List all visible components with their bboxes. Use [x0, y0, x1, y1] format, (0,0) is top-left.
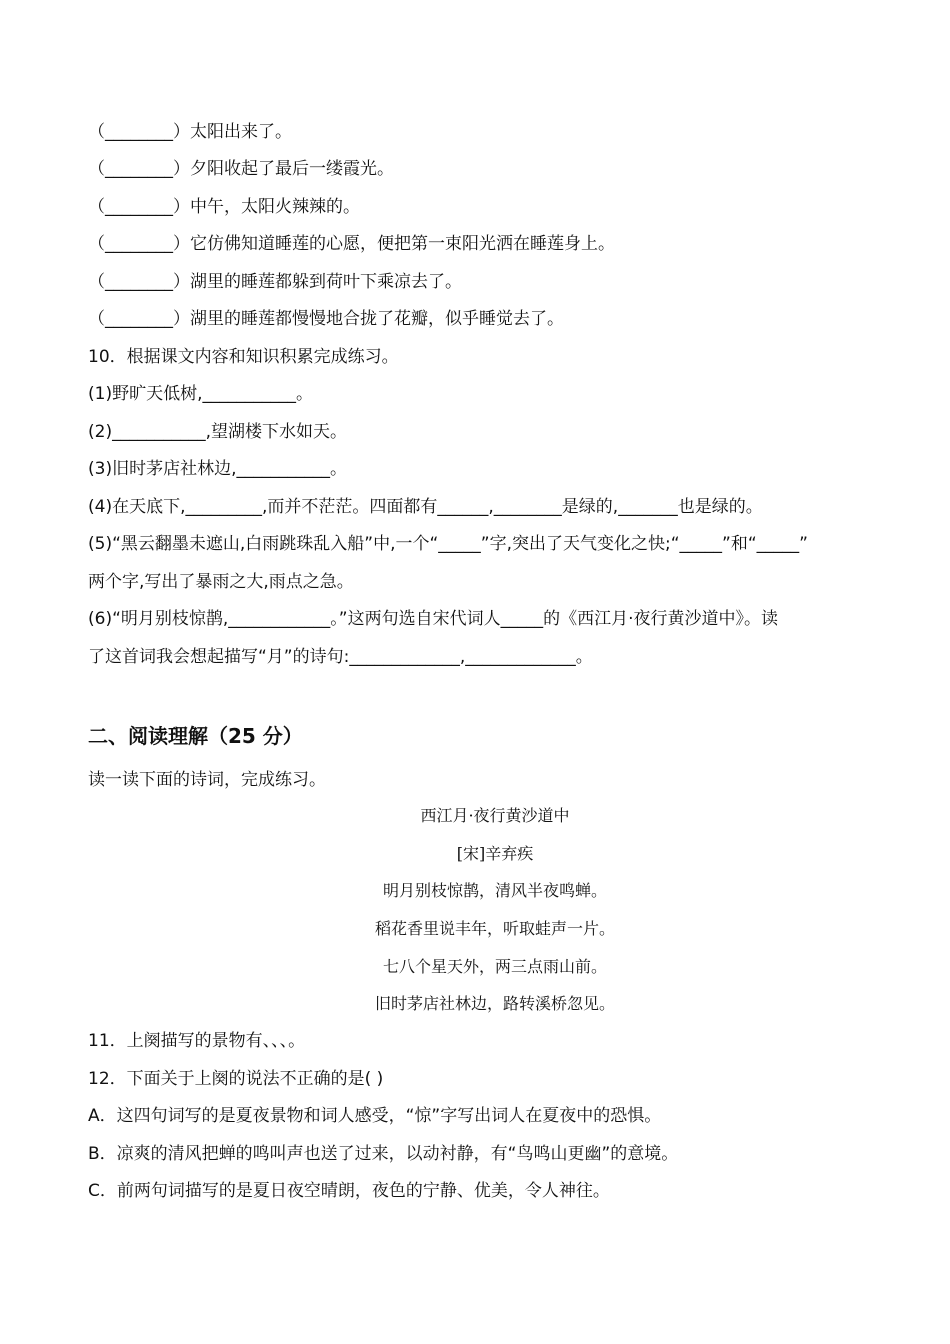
q11-text: 11．上阕描写的景物有、、、。 [88, 1031, 306, 1051]
q9-item: （________）它仿佛知道睡莲的心愿，便把第一束阳光洒在睡莲身上。 [88, 234, 615, 254]
poem-line: 明月别枝惊鹊，清风半夜鸣蝉。 [382, 881, 607, 900]
q9-item: （________）中午，太阳火辣辣的。 [88, 197, 360, 217]
q12-stem: 12．下面关于上阕的说法不正确的是( ) [88, 1069, 384, 1089]
poem-title: 西江月·夜行黄沙道中 [420, 806, 570, 825]
q10-item: (5)“黑云翻墨未遮山,白雨跳珠乱入船”中,一个“_____”字,突出了天气变化之快;“_____”和“_____” [88, 534, 808, 554]
q10-item: (4)在天底下,_________,而并不茫茫。四面都有______,________是绿的,_______也是绿的。 [88, 497, 763, 517]
q12-option-b: B．凉爽的清风把蝉的鸣叫声也送了过来，以动衬静，有“鸟鸣山更幽”的意境。 [88, 1144, 679, 1164]
q9-item: （________）夕阳收起了最后一缕霞光。 [88, 159, 394, 179]
poem-line: 旧时茅店社林边，路转溪桥忽见。 [374, 994, 615, 1013]
poem-author: [宋]辛弃疾 [456, 844, 534, 863]
poem-line: 稻花香里说丰年，听取蛙声一片。 [374, 919, 615, 938]
q10-item: (1)野旷天低树,___________。 [88, 384, 313, 404]
q10-item: (3)旧时茅店社林边,___________。 [88, 459, 347, 479]
q9-item: （________）湖里的睡莲都躲到荷叶下乘凉去了。 [88, 272, 462, 292]
q10-item: 了这首词我会想起描写“月”的诗句:_____________,_____________。 [88, 647, 593, 667]
q10-item: 两个字,写出了暴雨之大,雨点之急。 [88, 572, 354, 592]
section-heading: 二、阅读理解（25 分） [88, 724, 303, 748]
q12-option-a: A．这四句词写的是夏夜景物和词人感受，“惊”字写出词人在夏夜中的恐惧。 [88, 1106, 662, 1126]
q9-item: （________）湖里的睡莲都慢慢地合拢了花瓣，似乎睡觉去了。 [88, 309, 564, 329]
q9-item: （________）太阳出来了。 [88, 122, 292, 142]
section-intro: 读一读下面的诗词，完成练习。 [88, 770, 326, 790]
q10-item: (6)“明月别枝惊鹊,____________。”这两句选自宋代词人_____的《西江月·夜行黄沙道中》。读 [88, 609, 779, 629]
q12-option-c: C．前两句词描写的是夏日夜空晴朗，夜色的宁静、优美，令人神往。 [88, 1181, 610, 1201]
q10-item: (2)___________,望湖楼下水如天。 [88, 422, 347, 442]
q10-title: 10．根据课文内容和知识积累完成练习。 [88, 347, 399, 367]
poem-line: 七八个星天外，两三点雨山前。 [382, 957, 607, 976]
